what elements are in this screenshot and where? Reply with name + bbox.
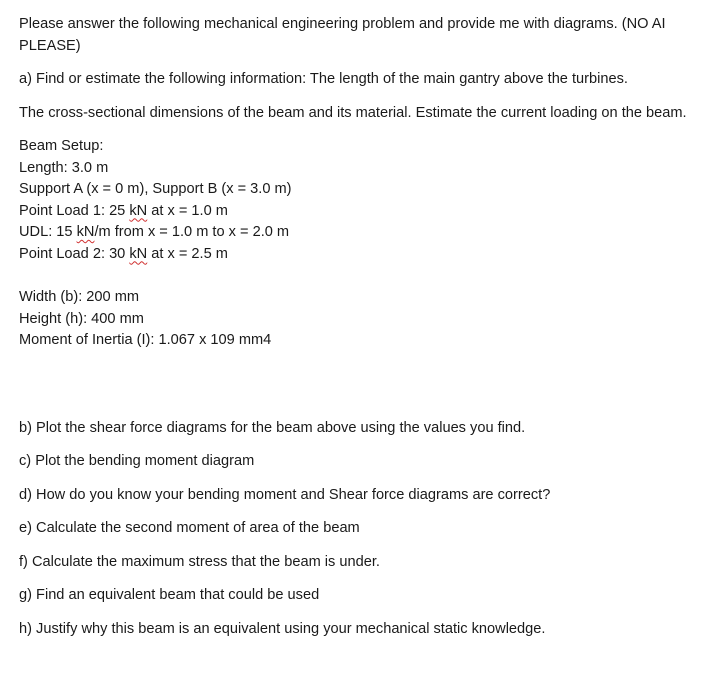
question-c: c) Plot the bending moment diagram — [19, 453, 255, 469]
beam-length: Length: 3.0 m — [19, 159, 109, 176]
document-body — [19, 14, 709, 640]
udl-prefix: UDL: 15 — [19, 224, 77, 240]
part-a-question: a) Find or estimate the following information: The length of the main gantry above the turbines. — [19, 71, 628, 87]
point-load-2-suffix: at x = 2.5 m — [147, 245, 228, 262]
beam-setup-heading: Beam Setup: — [19, 138, 104, 154]
question-e: e) Calculate the second moment of area of the beam — [19, 520, 360, 536]
intro-paragraph: Please answer the following mechanical engineering problem and provide me with diagrams. (NO AI PLEASE) — [19, 16, 666, 54]
point-load-1-suffix: at x = 1.0 m — [147, 202, 228, 219]
beam-supports: Support A (x = 0 m), Support B (x = 3.0 m) — [19, 181, 292, 197]
point-load-1 — [19, 201, 709, 223]
question-h: h) Justify why this beam is an equivalent using your mechanical static knowledge. — [19, 620, 546, 637]
point-load-2-prefix: Point Load 2: 30 — [19, 245, 130, 262]
udl-unit: kN — [76, 224, 95, 240]
question-f: f) Calculate the maximum stress that the beam is under. — [19, 553, 380, 570]
point-load-2-unit: kN — [129, 245, 148, 262]
section-inertia: Moment of Inertia (I): 1.067 x 109 mm4 — [19, 332, 272, 348]
question-b: b) Plot the shear force diagrams for the beam above using the values you find. — [19, 419, 526, 436]
question-d: d) How do you know your bending moment and Shear force diagrams are correct? — [19, 486, 551, 503]
udl-suffix: /m from x = 1.0 m to x = 2.0 m — [94, 224, 290, 240]
point-load-1-unit: kN — [129, 202, 148, 219]
point-load-2 — [19, 244, 709, 266]
section-height: Height (h): 400 mm — [19, 310, 144, 327]
section-width: Width (b): 200 mm — [19, 289, 140, 305]
part-a-details: The cross-sectional dimensions of the beam and its material. Estimate the current loading on the beam. — [19, 104, 687, 121]
point-load-1-prefix: Point Load 1: 25 — [19, 202, 130, 219]
udl-load — [19, 222, 709, 244]
question-g: g) Find an equivalent beam that could be used — [19, 587, 320, 603]
